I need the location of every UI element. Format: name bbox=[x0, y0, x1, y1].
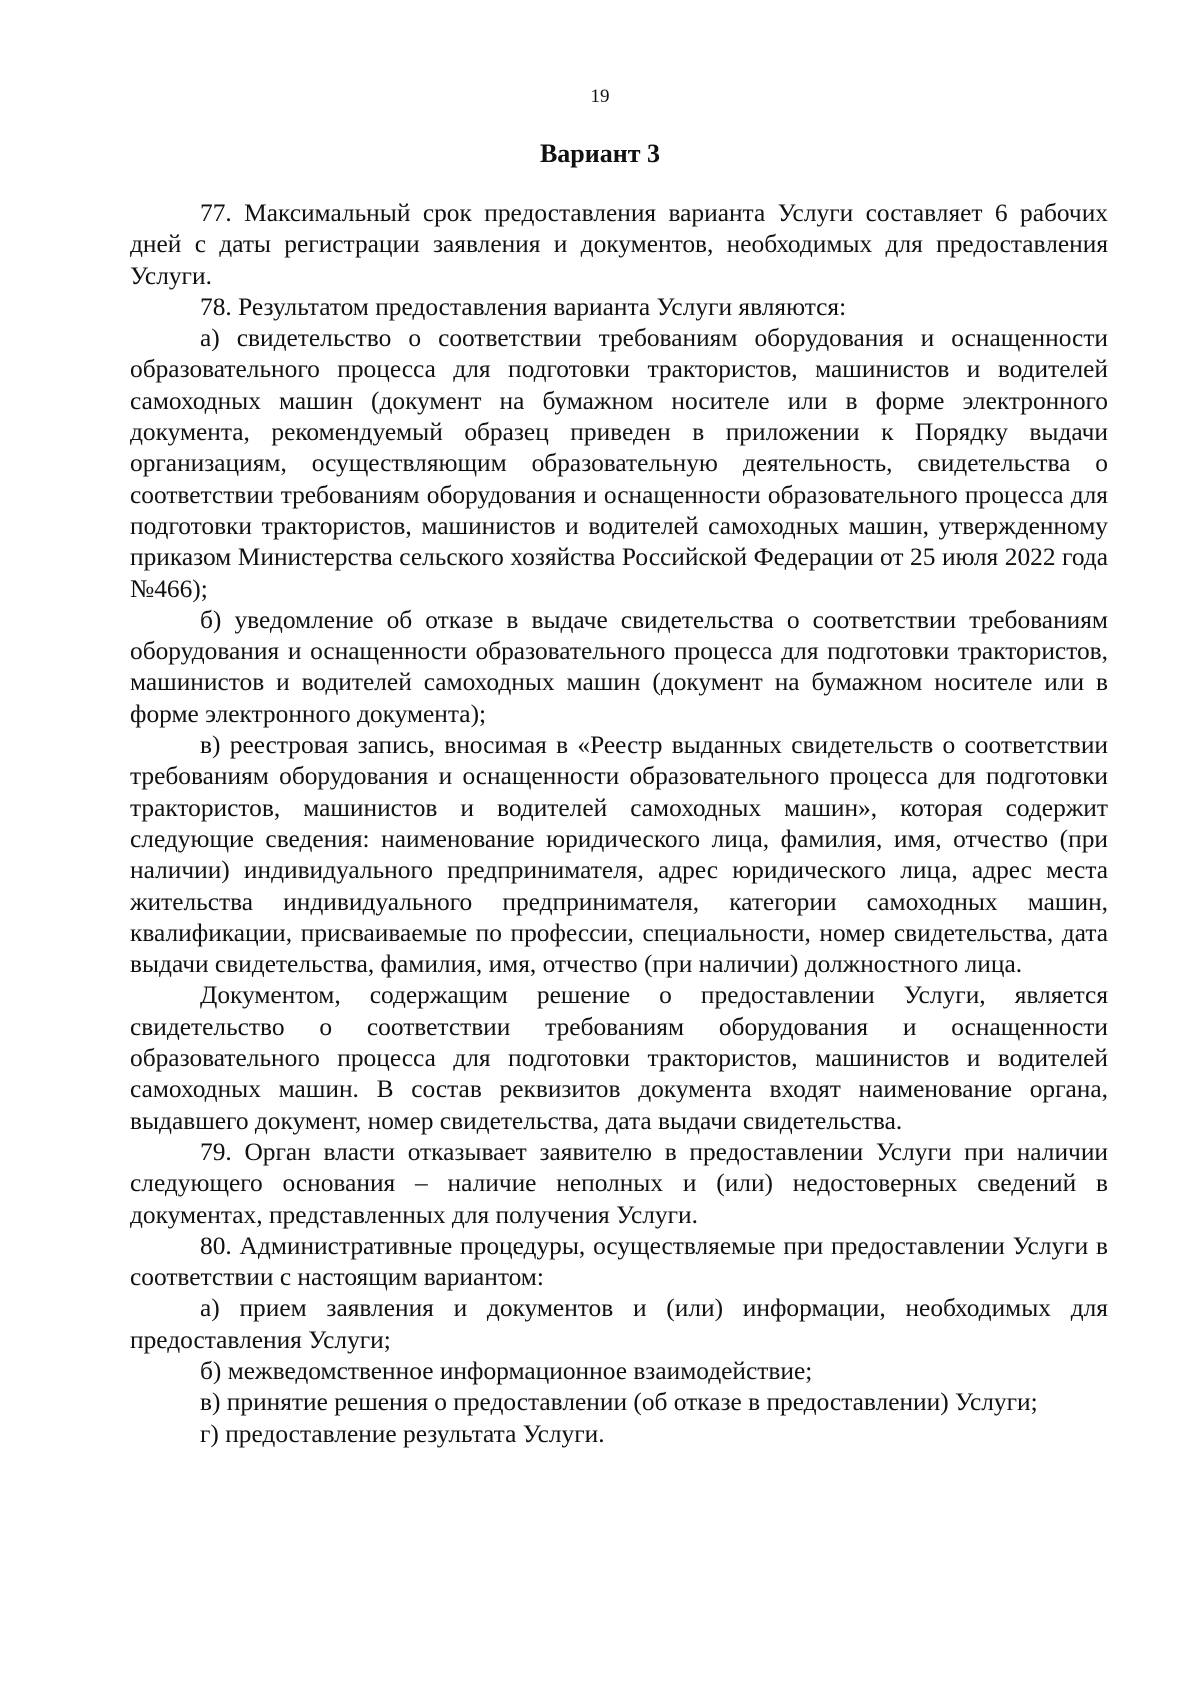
paragraph-78-a: а) свидетельство о соответствии требованиям оборудования и оснащенности образовательного процесса для подготовки трактористов, машинистов и водителей самоходных машин (документ на бумажном носителе или в форме электронного документа, рекомендуемый образец приведен в приложении к Порядку выдачи организациям, осуществляющим образовательную деятельность, свидетельства о соответствии требованиям оборудования и оснащенности образовательного процесса для подготовки трактористов, машинистов и водителей самоходных машин, утвержденному приказом Министерства сельского хозяйства Российской Федерации от 25 июля 2022 года №466); bbox=[130, 324, 1108, 603]
paragraph-77: 77. Максимальный срок предоставления варианта Услуги составляет 6 рабочих дней с даты регистрации заявления и документов, необходимых для предоставления Услуги. bbox=[130, 199, 1108, 290]
paragraph-80-v: в) принятие решения о предоставлении (об отказе в предоставлении) Услуги; bbox=[200, 1388, 1038, 1417]
paragraph-79: 79. Орган власти отказывает заявителю в предоставлении Услуги при наличии следующего основания – наличие неполных и (или) недостоверных сведений в документах, представленных для получения Услуги. bbox=[130, 1137, 1108, 1229]
paragraph-78: 78. Результатом предоставления варианта Услуги являются: bbox=[200, 292, 847, 321]
paragraph-80-b: б) межведомственное информационное взаимодействие; bbox=[200, 1356, 813, 1385]
paragraph-decision-document: Документом, содержащим решение о предоставлении Услуги, является свидетельство о соответствии требованиям оборудования и оснащенности образовательного процесса для подготовки трактористов, машинистов и водителей самоходных машин. В состав реквизитов документа входят наименование органа, выдавшего документ, номер свидетельства, дата выдачи свидетельства. bbox=[130, 981, 1108, 1135]
paragraph-80-a: а) прием заявления и документов и (или) информации, необходимых для предоставления Услуги; bbox=[130, 1294, 1108, 1354]
paragraph-80-g: г) предоставление результата Услуги. bbox=[200, 1419, 605, 1448]
document-body bbox=[130, 198, 1108, 1450]
paragraph-80: 80. Административные процедуры, осуществляемые при предоставлении Услуги в соответствии с настоящим вариантом: bbox=[130, 1231, 1108, 1292]
paragraph-78-b: б) уведомление об отказе в выдаче свидетельства о соответствии требованиям оборудования и оснащенности образовательного процесса для подготовки трактористов, машинистов и водителей самоходных машин (документ на бумажном носителе или в форме электронного документа); bbox=[130, 605, 1108, 728]
paragraph-78-v: в) реестровая запись, вносимая в «Реестр выданных свидетельств о соответствии требованиям оборудования и оснащенности образовательного процесса для подготовки трактористов, машинистов и водителей самоходных машин», которая содержит следующие сведения: наименование юридического лица, фамилия, имя, отчество (при наличии) индивидуального предпринимателя, адрес юридического лица, адрес места жительства индивидуального предпринимателя, категории самоходных машин, квалификации, присваиваемые по профессии, специальности, номер свидетельства, дата выдачи свидетельства, фамилия, имя, отчество (при наличии) должностного лица. bbox=[130, 731, 1108, 979]
page-number: 19 bbox=[590, 86, 610, 107]
section-title: Вариант 3 bbox=[539, 139, 661, 168]
